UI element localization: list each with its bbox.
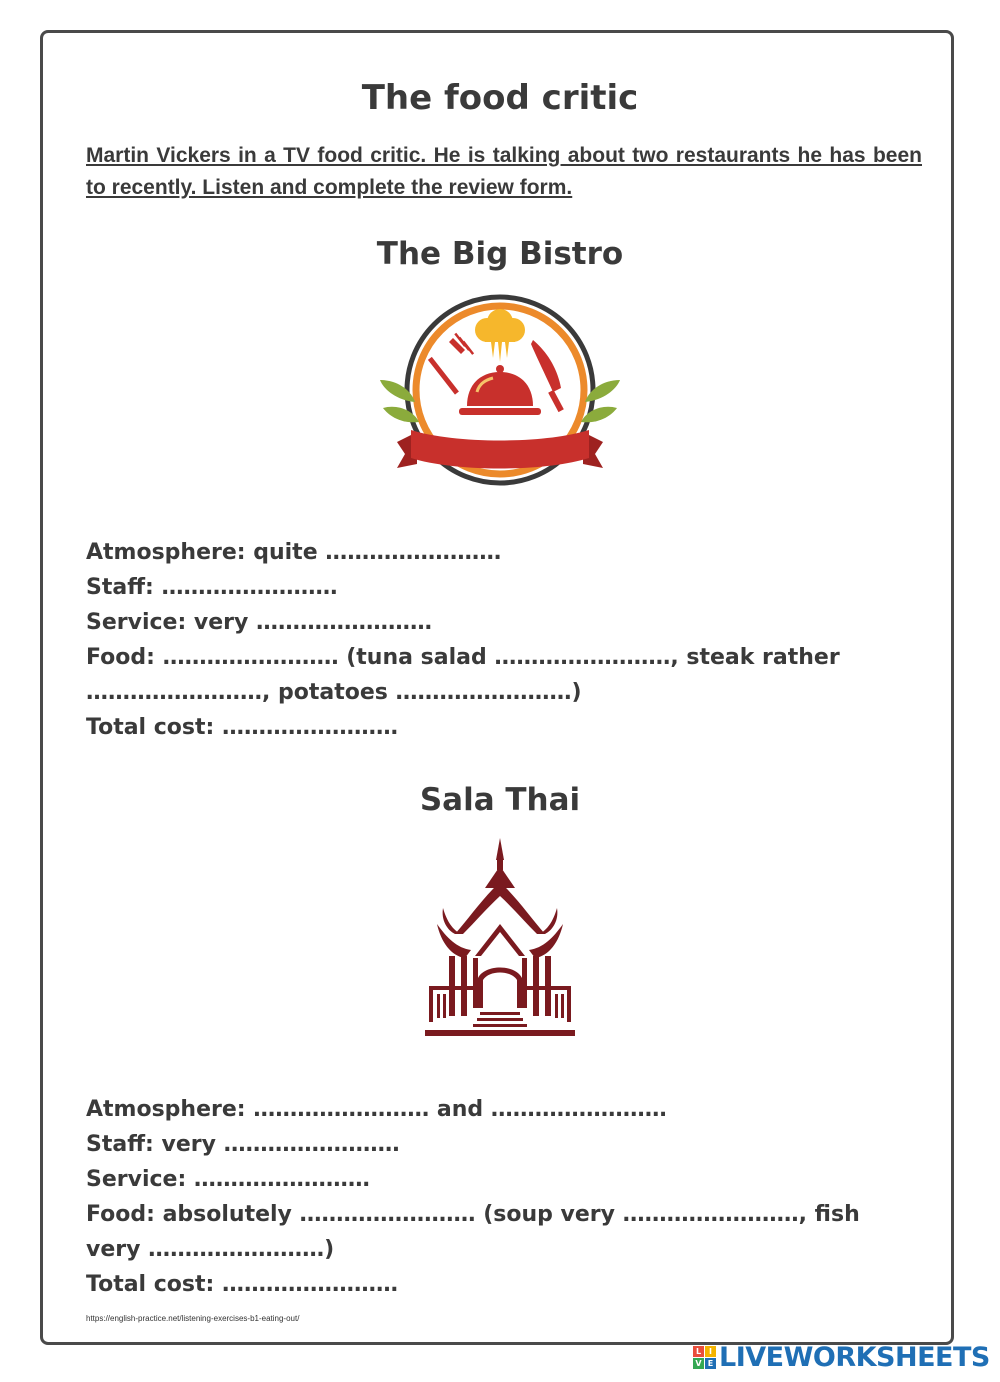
field-food[interactable]: Food: absolutely …………………… (soup very ……………………, fish [86,1202,860,1227]
field-total-cost[interactable]: Total cost: …………………… [86,715,398,740]
sala-thai-review-form [86,1092,926,1302]
liveworksheets-logo [693,1342,990,1372]
big-bistro-review-form [86,535,926,745]
knife-icon [531,340,564,412]
field-food-continued[interactable]: very ……………………) [86,1237,335,1262]
field-food-continued[interactable]: ……………………, potatoes ……………………) [86,680,582,705]
brand-name: LIVEWORKSHEETS [719,1341,990,1373]
page-title: The food critic [361,78,639,118]
brand-badge-icon: L I V E [693,1346,716,1369]
chef-hat-icon [475,309,525,362]
big-bistro-logo [375,292,625,492]
field-atmosphere[interactable]: Atmosphere: …………………… and …………………… [86,1097,667,1122]
instructions: Martin Vickers in a TV food critic. He is talking about two restaurants he has been to recently. Listen and complete the review form. [86,144,922,199]
field-service[interactable]: Service: …………………… [86,1167,370,1192]
source-url: https://english-practice.net/listening-exercises-b1-eating-out/ [86,1314,300,1323]
restaurant-name-sala-thai: Sala Thai [419,782,581,818]
sala-thai-logo [425,838,575,1038]
field-staff[interactable]: Staff: …………………… [86,575,338,600]
restaurant-name-big-bistro: The Big Bistro [376,236,624,272]
field-food[interactable]: Food: …………………… (tuna salad ……………………, steak rather [86,645,840,670]
field-staff[interactable]: Staff: very …………………… [86,1132,400,1157]
field-atmosphere[interactable]: Atmosphere: quite …………………… [86,540,502,565]
cloche-icon [459,365,541,415]
thai-pavilion-icon [425,838,575,1036]
ribbon-banner [397,430,603,469]
field-total-cost[interactable]: Total cost: …………………… [86,1272,398,1297]
field-service[interactable]: Service: very …………………… [86,610,433,635]
